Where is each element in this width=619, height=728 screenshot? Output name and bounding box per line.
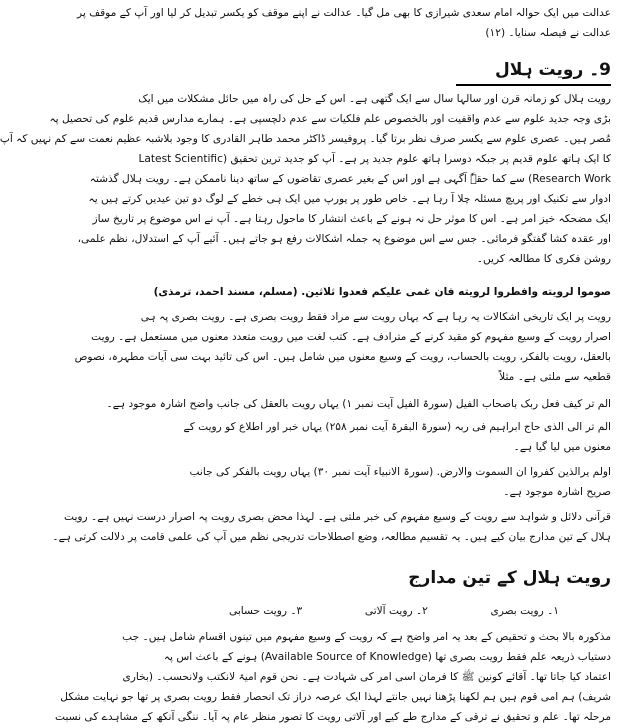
section-heading-three-stages: رویت ہلال کے تین مدارج (408, 568, 611, 588)
paragraph-line: ایک مضحکہ خیز امر ہے۔ اس کا موثر حل نہ ہونے کے باعث انتشار کا ماحول رہتا ہے۔ آپ نے اس موضوع پر تاریخ ساز (92, 213, 611, 225)
paragraph-line: مرحلہ تھا۔ علم و تحقیق نے ترقی کے مدارج طے کیے اور آلاتی رویت کا تصور منظر عام پہ آیا۔ ننگی آنکھ کے مشاہدے کی نسبت (55, 711, 611, 723)
hadith-quote: صوموا لرویته وافطروا لرویته فان غمی علیکم فعدوا ثلاثین. (مسلم، مسند احمد، ترمذی) (153, 286, 611, 298)
paragraph-line: دستیاب ذریعہ علم فقط رویت بصری تھا (Available Source of Knowledge) ہونے کے باعث اس پہ (163, 651, 611, 663)
paragraph-line: بالعقل، رویت بالفکر، رویت بالحساب، رویت کے وسیع معنوں میں شامل ہیں۔ اس کی تائید بہت سی آیات مطہرہ، نصوص (74, 351, 611, 363)
paragraph-line: رویت ہلال کو زمانہ قرن اور سالہا سال سے ایک گتھی ہے۔ اس کے حل کی راہ میں حائل مشکلات میں ایک (138, 93, 611, 105)
paragraph-line: اور عقدہ کشا گفتگو فرمائی۔ جس سے اس موضوع پہ جملہ اشکالات رفع ہو جاتے ہیں۔ آئیے آپ کے استدلال، نظم علمی، (77, 233, 611, 245)
paragraph-line: اصرار رویت کے وسیع مفہوم کو مقید کرنے کے مترادف ہے۔ کتب لغت میں رویت متعدد معنوں میں مستعمل ہے۔ رویت (91, 331, 611, 343)
verse-line: الم تر الی الذی حاج ابراہیم فی ربہ (سورۃ البقرۃ آیت نمبر ۲۵۸) یہاں خبر اور اطلاع کو رویت کے (183, 421, 611, 433)
stages-list (229, 602, 559, 622)
paragraph-line: مُصر ہیں۔ عصری علوم سے یکسر صرف نظر برتا گیا۔ پروفیسر ڈاکٹر محمد طاہر القادری کا وجود بلاشبہ عظیم نعمت سے کم نہیں کہ آپ (0, 133, 611, 145)
paragraph-line: ہلال کے تین مدارج بیان کیے ہیں۔ یہ تقسیم مطالعہ، وضع اصطلاحات تدریجی نظم میں آپ کی علمی قامت پر دلالت کرتی ہے۔ (52, 531, 611, 543)
paragraph-line: اعتماد کیا جاتا تھا۔ آقائے کونین ﷺ کا فرمان اسی امر کی شہادت ہے۔ نحن قوم امیۃ لانکتب ولانحسب۔ (بخاری (122, 671, 611, 683)
stage-item: ۱۔ رویت بصری (490, 605, 559, 617)
paragraph-line: رویت پر ایک تاریخی اشکالات یہ رہا ہے کہ یہاں رویت سے مراد فقط رویت بصری ہے۔ رویت بصری پہ ہی (140, 311, 611, 323)
verse-line: الم تر کیف فعل ربک باصحاب الفیل (سورۃ الفیل آیت نمبر ۱) یہاں رویت بالعقل کی جانب واضح اشارہ موجود ہے۔ (106, 398, 611, 410)
paragraph-line: روشن فکری کا مطالعہ کریں۔ (476, 253, 611, 265)
paragraph-line: ادوار سے تکنیک اور پریچ مسئلہ چلا آ رہا ہے۔ خاص طور پر یورپ میں ایک ہی خطے کے لوگ دو تین عیدیں کرتے ہیں یہ (88, 193, 611, 205)
intro-line: عدالت میں ایک حوالہ امام سعدی شیرازی کا بھی مل گیا۔ عدالت نے اپنے موقف کو یکسر تبدیل کر لیا اور آپ کے موقف پر (76, 7, 611, 19)
intro-line: عدالت نے فیصلہ سنایا۔ (۱۲) (485, 27, 611, 39)
paragraph-line: بڑی وجہ جدید علوم سے عدم واقفیت اور بالخصوص علم فلکیات سے عدم دلچسپی ہے۔ ہمارے مدارس قدیم علوم کی تحصیل پہ (49, 113, 611, 125)
paragraph-line: مذکورہ بالا بحث و تحقیص کے بعد یہ امر واضح ہے کہ رویت کے وسیع مفہوم میں تینوں اقسام شامل ہیں۔ جب (122, 631, 611, 643)
paragraph-line: قطعیہ سے ملتی ہے۔ مثلاً (499, 371, 611, 383)
paragraph-line: شریف) ہم امی قوم ہیں ہم لکھنا پڑھنا نہیں جانتے لہذا ایک عرصہ دراز تک انحصار فقط رویت بصری پر تھا جو نہایت مشکل (60, 691, 611, 703)
verse-line: اولم یرالذین کفروا ان السموت والارض. (سورۃ الانبیاء آیت نمبر ۳۰) یہاں رویت بالفکر کی جانب (189, 466, 611, 478)
paragraph-line: Research Work) سے کما حقہٗ آگہی ہے اور اس کے بغیر عصری تقاضوں کے ساتھ دینا ناممکن ہے۔ رویت ہلال گذشتہ (89, 173, 611, 185)
heading-underline (456, 84, 611, 86)
paragraph-line: کا ایک ہاتھ علوم قدیم پر جبکہ دوسرا ہاتھ علوم جدید پر ہے۔ آپ کو جدید ترین تحقیق (Latest Scientific (138, 153, 611, 165)
stage-item: ۲۔ رویت آلاتی (364, 605, 428, 617)
stage-item: ۳۔ رویت حسابی (229, 605, 303, 617)
verse-line: صریح اشارہ موجود ہے۔ (503, 486, 611, 498)
section-heading-ruyat-hilal: 9۔ رویت ہلال (495, 60, 611, 80)
paragraph-line: قرآنی دلائل و شواہد سے رویت کے وسیع مفہوم کی خبر ملتی ہے۔ لہذا محض بصری رویت پہ اصرار درست نہیں ہے۔ رویت (64, 511, 611, 523)
verse-line: معنوں میں لیا گیا ہے۔ (513, 441, 611, 453)
